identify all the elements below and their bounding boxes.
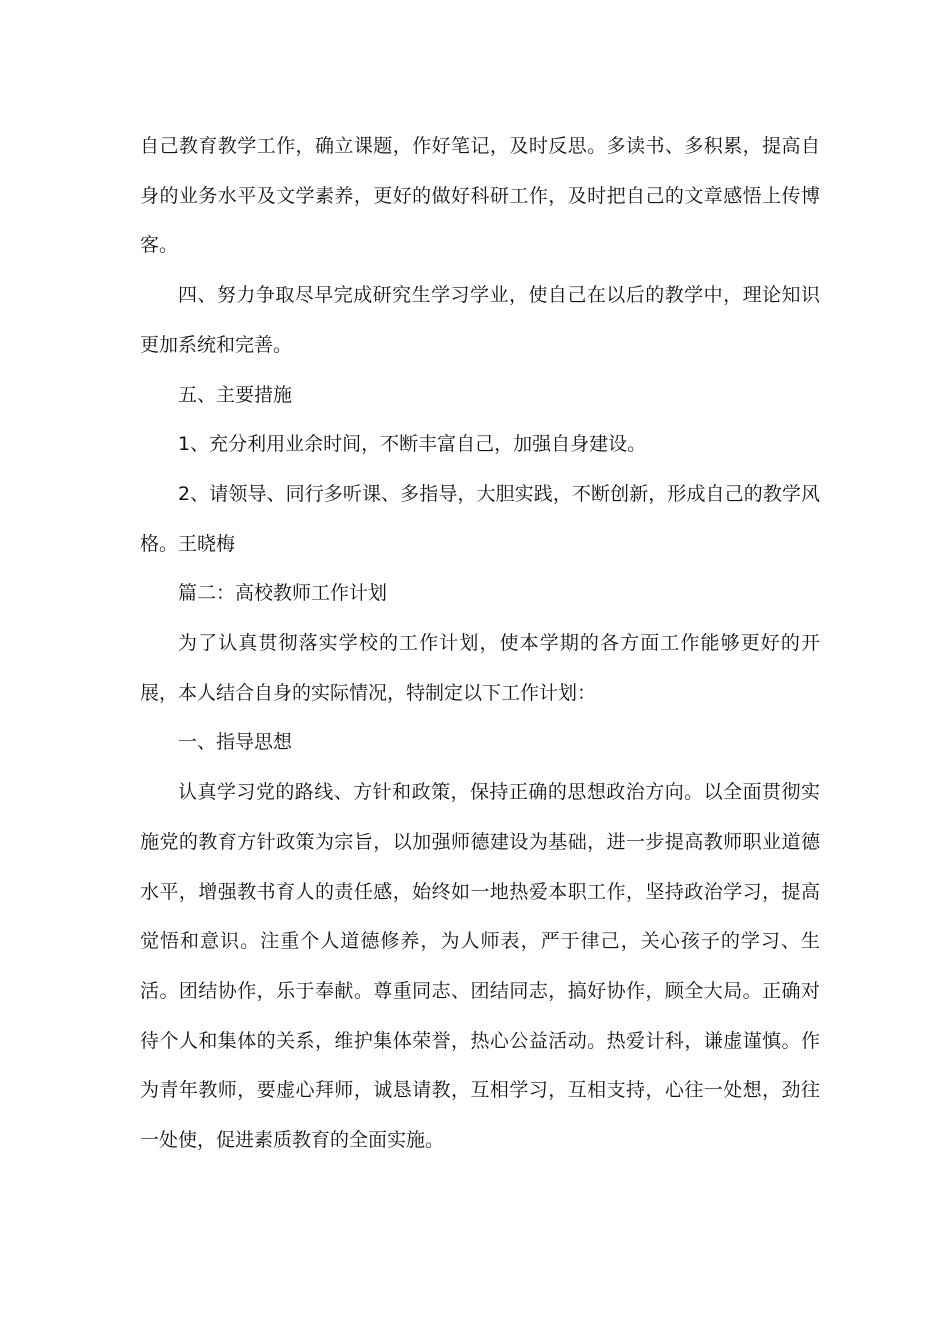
paragraph-item-four: 四、努力争取尽早完成研究生学习学业，使自己在以后的教学中，理论知识更加系统和完善。 [140,284,820,356]
list-item-2: 2、请领导、同行多听课、多指导，大胆实践，不断创新，形成自己的教学风格。王晓梅 [140,482,820,555]
section-heading-measures: 五、主要措施 [178,383,293,406]
document-page [140,122,820,1166]
chapter-title: 篇二：高校教师工作计划 [178,582,388,605]
list-item-1: 1、充分利用业余时间，不断丰富自己，加强自身建设。 [178,433,647,456]
body-paragraph: 认真学习党的路线、方针和政策，保持正确的思想政治方向。以全面贯彻实施党的教育方针政策为宗旨，以加强师德建设为基础，进一步提高教师职业道德水平，增强教书育人的责任感，始终如一地热爱本职工作，坚持政治学习，提高觉悟和意识。注重个人道德修养，为人师表，严于律己，关心孩子的学习、生活。团结协作，乐于奉献。尊重同志、团结同志，搞好协作，顾全大局。正确对待个人和集体的关系，维护集体荣誉，热心公益活动。热爱计科，谦虚谨慎。作为青年教师，要虚心拜师，诚恳请教，互相学习，互相支持，心往一处想，劲往一处使，促进素质教育的全面实施。 [140,781,820,1152]
section-heading-guiding-thought: 一、指导思想 [178,731,293,754]
intro-paragraph: 为了认真贯彻落实学校的工作计划，使本学期的各方面工作能够更好的开展，本人结合自身的实际情况，特制定以下工作计划： [140,632,820,704]
paragraph-continuation: 自己教育教学工作，确立课题，作好笔记，及时反思。多读书、多积累，提高自身的业务水平及文学素养，更好的做好科研工作，及时把自己的文章感悟上传博客。 [140,135,820,257]
